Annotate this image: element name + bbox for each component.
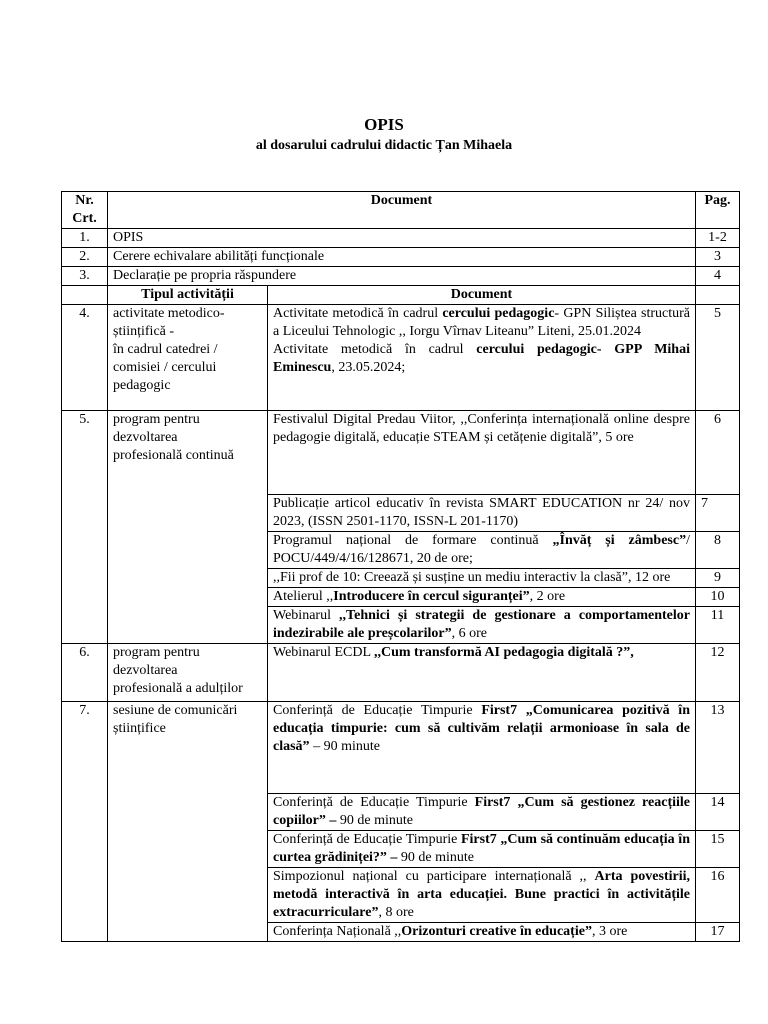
row-document: Webinarul ,,Tehnici și strategii de gestionare a comportamentelor indezirabile ale preșcolarilor”, 6 ore: [268, 607, 696, 644]
table-row: [62, 411, 740, 495]
table-row: [62, 644, 740, 702]
row-document: Conferință de Educație Timpurie First7 „Cum să continuăm educația în curtea grădiniței?” – 90 de minute: [268, 831, 696, 868]
activity-type: program pentru dezvoltarea profesională continuă: [108, 411, 268, 644]
table-header-row: [62, 192, 740, 229]
opis-table: [61, 191, 740, 942]
row-pag: 5: [696, 305, 740, 411]
row-document: Webinarul ECDL ,,Cum transformă AI pedagogia digitală ?”,: [268, 644, 696, 702]
header-pag: Pag.: [696, 192, 740, 229]
table-subheader-row: [62, 286, 740, 305]
header-nr: Nr. Crt.: [62, 192, 108, 229]
row-document: Simpozionul național cu participare internațională ,, Arta povestirii, metodă interactivă în arta educației. Bune practici în activitățile extracurriculare”, 8 ore: [268, 868, 696, 923]
row-pag: 4: [696, 267, 740, 286]
activity-type: program pentru dezvoltarea profesională a adulților: [108, 644, 268, 702]
row-pag: 17: [696, 923, 740, 942]
page-title: OPIS: [364, 115, 404, 134]
row-nr: 2.: [62, 248, 108, 267]
row-pag: 6: [696, 411, 740, 495]
row-pag: 1-2: [696, 229, 740, 248]
row-nr: 3.: [62, 267, 108, 286]
row-document: Declarație pe propria răspundere: [108, 267, 696, 286]
subheader-document: Document: [268, 286, 696, 305]
row-pag: 9: [696, 569, 740, 588]
row-document: Activitate metodică în cadrul cercului pedagogic- GPN Siliștea structură a Liceului Tehnologic ,, Iorgu Vîrnav Liteanu” Liteni, 25.01.2024 Activitate metodică în cadrul cercului pedagogic- GPP Mihai Eminescu, 23.05.2024;: [268, 305, 696, 411]
row-nr: 4.: [62, 305, 108, 411]
row-pag: 8: [696, 532, 740, 569]
row-pag: 15: [696, 831, 740, 868]
table-row: [62, 267, 740, 286]
row-document: Publicație articol educativ în revista SMART EDUCATION nr 24/ nov 2023, (ISSN 2501-1170, ISSN-L 201-1170): [268, 495, 696, 532]
row-document: Conferință de Educație Timpurie First7 „Comunicarea pozitivă în educația timpurie: cum să cultivăm relații armonioase în sala de clasă” – 90 minute: [268, 702, 696, 794]
row-nr: 1.: [62, 229, 108, 248]
page-subtitle: al dosarului cadrului didactic Țan Mihaela: [255, 138, 513, 153]
row-nr: 6.: [62, 644, 108, 702]
row-nr: 7.: [62, 702, 108, 942]
row-pag: 16: [696, 868, 740, 923]
row-pag: 13: [696, 702, 740, 794]
row-pag: 14: [696, 794, 740, 831]
table-row: [62, 305, 740, 411]
row-document: ,,Fii prof de 10: Creează și susține un mediu interactiv la clasă”, 12 ore: [268, 569, 696, 588]
row-document: Programul național de formare continuă „Învăț și zâmbesc”/ POCU/449/4/16/128671, 20 de ore;: [268, 532, 696, 569]
row-document: OPIS: [108, 229, 696, 248]
row-pag: 10: [696, 588, 740, 607]
row-pag: 3: [696, 248, 740, 267]
table-row: [62, 229, 740, 248]
table-row: [62, 248, 740, 267]
row-nr: 5.: [62, 411, 108, 644]
row-document: Atelierul ,,Introducere în cercul siguranței”, 2 ore: [268, 588, 696, 607]
row-pag: 12: [696, 644, 740, 702]
row-pag: 7: [696, 495, 740, 532]
row-document: Conferința Națională ,,Orizonturi creative în educație”, 3 ore: [268, 923, 696, 942]
row-pag: 11: [696, 607, 740, 644]
activity-type: sesiune de comunicări științifice: [108, 702, 268, 942]
activity-type: activitate metodico- științifică - în cadrul catedrei / comisiei / cercului pedagogic: [108, 305, 268, 411]
row-document: Cerere echivalare abilități funcționale: [108, 248, 696, 267]
table-row: [62, 702, 740, 794]
subheader-tip: Tipul activității: [108, 286, 268, 305]
header-document: Document: [108, 192, 696, 229]
row-document: Conferință de Educație Timpurie First7 „Cum să gestionez reacțiile copiilor” – 90 de minute: [268, 794, 696, 831]
row-document: Festivalul Digital Predau Viitor, ,,Conferința internațională online despre pedagogie digitală, educație STEAM și cetățenie digitală”, 5 ore: [268, 411, 696, 495]
